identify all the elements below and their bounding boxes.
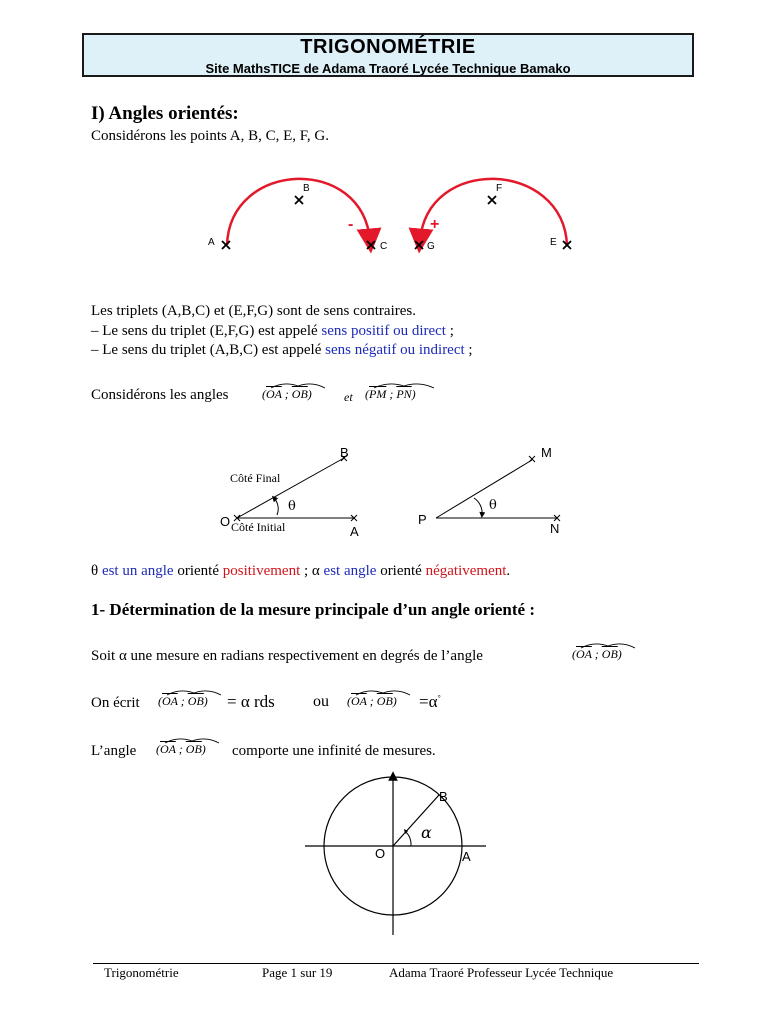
sep: ; bbox=[180, 694, 185, 708]
section-title-main-measure: 1- Détermination de la mesure principale d’un angle orienté : bbox=[91, 600, 536, 619]
theta-right: θ bbox=[489, 498, 497, 513]
label-b: B bbox=[303, 183, 310, 194]
theta-left: θ bbox=[288, 499, 296, 514]
footer-right: Adama Traoré Professeur Lycée Technique bbox=[389, 965, 614, 980]
paren-open: ( bbox=[347, 694, 351, 708]
negative-sense-suffix: ; bbox=[464, 342, 473, 358]
fig3-label-b: B bbox=[439, 789, 448, 804]
radius-ob bbox=[393, 795, 439, 846]
footer-left: Trigonométrie bbox=[104, 965, 179, 980]
negative-sense-term: sens négatif ou indirect bbox=[325, 342, 465, 358]
label-g: G bbox=[427, 241, 435, 252]
paren-close: ) bbox=[203, 694, 208, 708]
vec-pm: $\overline{PM}$ bbox=[369, 387, 387, 401]
page-title: TRIGONOMÉTRIE bbox=[300, 36, 476, 58]
positive-sense-term: sens positif ou direct bbox=[321, 323, 446, 339]
sep: ; bbox=[389, 387, 394, 401]
intro-text: Considérons les points A, B, C, E, F, G. bbox=[91, 128, 329, 144]
paren-close: ) bbox=[411, 387, 416, 401]
orient-text-5: est angle bbox=[319, 563, 377, 579]
vec-oa: $\overline{OA}$ bbox=[160, 742, 176, 756]
fig2-label-m: M bbox=[541, 445, 552, 460]
vec-pn: $\overline{PN}$ bbox=[396, 387, 412, 401]
paren-open: ( bbox=[365, 387, 369, 401]
fig3-label-a: A bbox=[462, 849, 471, 864]
et-word: et bbox=[344, 390, 353, 404]
positive-sense-prefix: – Le sens du triplet (E,F,G) est appelé bbox=[91, 323, 322, 339]
fig3-label-o: O bbox=[375, 846, 386, 861]
orient-text-6: orienté bbox=[376, 563, 426, 579]
theta-symbol: θ bbox=[91, 563, 99, 579]
angles-intro: Considérons les angles bbox=[91, 387, 229, 403]
paren-open: ( bbox=[158, 694, 162, 708]
angle-pm-pn bbox=[365, 381, 416, 403]
oriented-arcs-figure bbox=[195, 165, 595, 270]
paren-close: ) bbox=[617, 647, 622, 661]
label-f: F bbox=[496, 183, 503, 194]
orient-period: . bbox=[506, 563, 511, 579]
soit-rest: une mesure en radians respectivement en degrés de l’angle bbox=[126, 648, 483, 664]
positive-sense-line bbox=[91, 323, 454, 340]
degree-sign: ° bbox=[437, 693, 441, 703]
eq-degrees bbox=[419, 692, 441, 712]
vec-oa: $\overline{OA}$ bbox=[266, 387, 282, 401]
cote-final: Côté Final bbox=[230, 471, 281, 485]
vec-ob: $\overline{OB}$ bbox=[185, 742, 202, 756]
paren-open: ( bbox=[572, 647, 576, 661]
infinite-measures-text: comporte une infinité de mesures. bbox=[232, 743, 436, 759]
sep: ; bbox=[178, 742, 183, 756]
on-ecrit: On écrit bbox=[91, 695, 140, 711]
point-crosses bbox=[222, 196, 571, 249]
orient-text-2: orienté bbox=[173, 563, 223, 579]
angle-oa-ob-3 bbox=[158, 688, 208, 710]
eq-radians: = α rds bbox=[227, 692, 275, 711]
eq-degrees-value: =α bbox=[419, 692, 438, 711]
orientation-line bbox=[91, 563, 510, 580]
plus-sign: + bbox=[430, 216, 440, 233]
ou-word: ou bbox=[313, 693, 329, 710]
paren-close: ) bbox=[392, 694, 397, 708]
vec-oa: $\overline{OA}$ bbox=[351, 694, 367, 708]
footer-rule bbox=[93, 963, 699, 964]
sep: ; bbox=[369, 694, 374, 708]
header-box bbox=[82, 33, 694, 77]
soit-line bbox=[91, 648, 483, 665]
label-a: A bbox=[208, 237, 215, 248]
vec-oa: $\overline{OA}$ bbox=[162, 694, 178, 708]
vec-oa: $\overline{OA}$ bbox=[576, 647, 592, 661]
fig3-alpha: α bbox=[421, 823, 432, 842]
paren-close: ) bbox=[307, 387, 312, 401]
arc-efg bbox=[420, 179, 567, 245]
langle-word: L’angle bbox=[91, 743, 137, 759]
negative-sense-line bbox=[91, 342, 473, 359]
angle-oa-ob-2 bbox=[572, 641, 622, 663]
positively-term: positivement bbox=[222, 563, 301, 579]
orient-text-1: est un angle bbox=[98, 563, 174, 579]
negatively-term: négativement bbox=[425, 563, 507, 579]
arc-abc bbox=[227, 179, 370, 245]
paren-close: ) bbox=[201, 742, 206, 756]
negative-sense-prefix: – Le sens du triplet (A,B,C) est appelé bbox=[91, 342, 326, 358]
angle-oa-ob-4 bbox=[347, 688, 397, 710]
alpha-symbol: α bbox=[311, 563, 320, 579]
unit-circle-figure bbox=[300, 770, 490, 940]
fig2-label-b: B bbox=[340, 445, 349, 460]
section-title-angles: I) Angles orientés: bbox=[91, 103, 239, 124]
fig2-label-a: A bbox=[350, 524, 359, 539]
fig2-label-n: N bbox=[550, 521, 560, 536]
angle-oa-ob-5 bbox=[156, 736, 206, 758]
angle-figures bbox=[210, 440, 590, 545]
alpha-symbol-2: α bbox=[118, 648, 127, 664]
vec-ob: $\overline{OB}$ bbox=[376, 694, 393, 708]
fig2-label-o: O bbox=[220, 514, 231, 529]
soit-word: Soit bbox=[91, 648, 119, 664]
minus-sign: - bbox=[348, 216, 354, 233]
vec-ob: $\overline{OB}$ bbox=[601, 647, 618, 661]
footer-page: Page 1 sur 19 bbox=[262, 965, 333, 980]
label-e: E bbox=[550, 237, 557, 248]
sep: ; bbox=[594, 647, 599, 661]
label-c: C bbox=[380, 241, 388, 252]
fig2-label-p: P bbox=[418, 512, 427, 527]
orient-sep: ; bbox=[300, 563, 312, 579]
triplets-text: Les triplets (A,B,C) et (E,F,G) sont de sens contraires. bbox=[91, 303, 416, 319]
page-subtitle: Site MathsTICE de Adama Traoré Lycée Technique Bamako bbox=[205, 61, 571, 76]
cote-initial: Côté Initial bbox=[231, 520, 286, 534]
vec-ob: $\overline{OB}$ bbox=[291, 387, 308, 401]
paren-open: ( bbox=[262, 387, 266, 401]
positive-sense-suffix: ; bbox=[445, 323, 454, 339]
angle-oa-ob bbox=[262, 381, 312, 403]
sep: ; bbox=[284, 387, 289, 401]
paren-open: ( bbox=[156, 742, 160, 756]
vec-ob: $\overline{OB}$ bbox=[187, 694, 204, 708]
